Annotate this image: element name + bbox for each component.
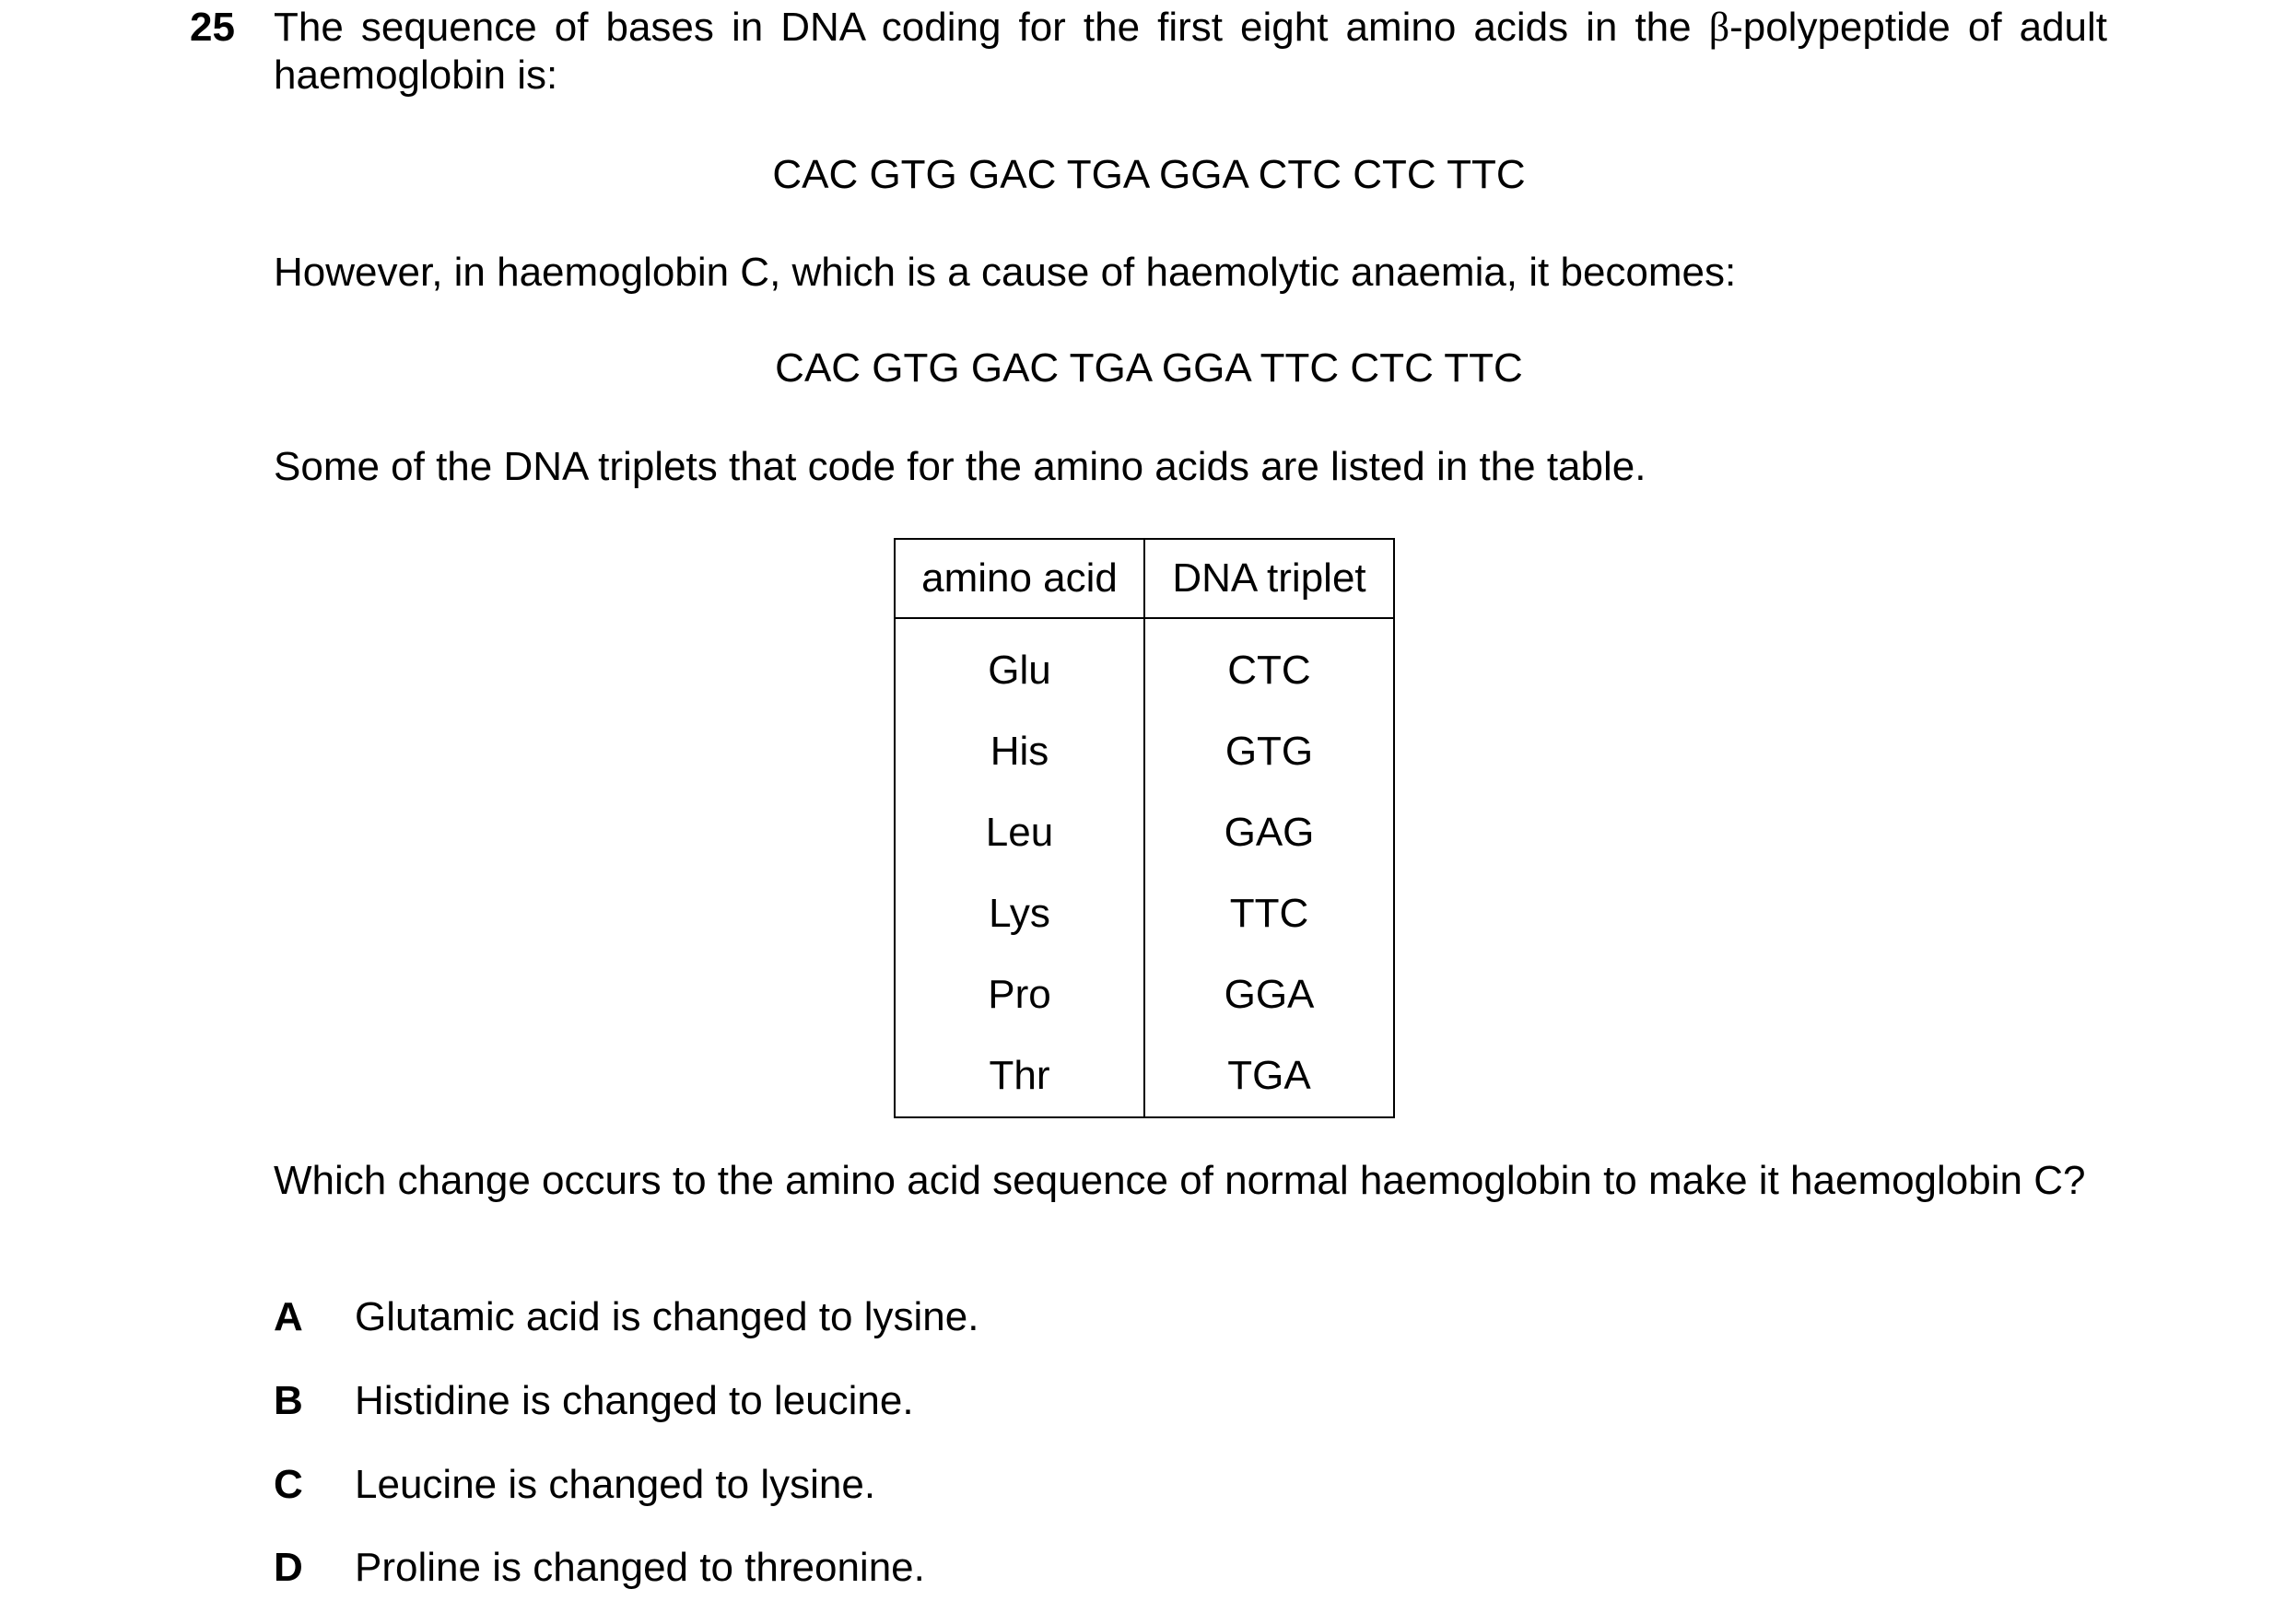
table-row <box>895 618 1394 711</box>
question-number: 25 <box>190 5 235 50</box>
option-text: Leucine is changed to lysine. <box>355 1462 876 1507</box>
dna-triplet-cell: CTC <box>1144 618 1394 711</box>
beta-symbol: β <box>1708 5 1730 50</box>
amino-acid-cell: Lys <box>895 873 1144 954</box>
table-header-row <box>895 539 1394 618</box>
table-row <box>895 792 1394 873</box>
haemoglobin-c-statement: However, in haemoglobin C, which is a cause of haemolytic anaemia, it becomes: <box>274 250 1737 295</box>
option-letter: A <box>274 1294 303 1339</box>
option-text: Glutamic acid is changed to lysine. <box>355 1294 979 1339</box>
table-row <box>895 954 1394 1035</box>
table-row <box>895 711 1394 792</box>
amino-acid-cell: Pro <box>895 954 1144 1035</box>
question-prompt: Which change occurs to the amino acid sequence of normal haemoglobin to make it haemoglobin C? <box>274 1158 2086 1203</box>
amino-acid-cell: Thr <box>895 1035 1144 1117</box>
option-text: Proline is changed to threonine. <box>355 1545 925 1590</box>
amino-acid-cell: His <box>895 711 1144 792</box>
column-header-amino-acid: amino acid <box>895 539 1144 618</box>
dna-triplet-cell: GTG <box>1144 711 1394 792</box>
amino-acid-triplet-table <box>894 538 1395 1118</box>
question-intro <box>274 4 2107 99</box>
table-row <box>895 1035 1394 1117</box>
dna-triplet-cell: TTC <box>1144 873 1394 954</box>
option-text: Histidine is changed to leucine. <box>355 1378 914 1423</box>
intro-text-start: The sequence of bases in DNA coding for the first eight amino acids in the <box>274 5 1709 50</box>
normal-dna-sequence: CAC GTG GAC TGA GGA CTC CTC TTC <box>772 152 1526 197</box>
dna-triplet-cell: GGA <box>1144 954 1394 1035</box>
dna-triplet-cell: TGA <box>1144 1035 1394 1117</box>
dna-triplet-cell: GAG <box>1144 792 1394 873</box>
option-letter: D <box>274 1545 303 1590</box>
option-letter: B <box>274 1378 303 1423</box>
haemoglobin-c-dna-sequence: CAC GTG GAC TGA GGA TTC CTC TTC <box>775 345 1523 391</box>
table-intro-text: Some of the DNA triplets that code for the amino acids are listed in the table. <box>274 444 1646 489</box>
option-letter: C <box>274 1462 303 1507</box>
column-header-dna-triplet: DNA triplet <box>1144 539 1394 618</box>
table-row <box>895 873 1394 954</box>
amino-acid-cell: Leu <box>895 792 1144 873</box>
amino-acid-cell: Glu <box>895 618 1144 711</box>
intro-text-end: -polypeptide of adult haemoglobin is: <box>274 5 2108 98</box>
